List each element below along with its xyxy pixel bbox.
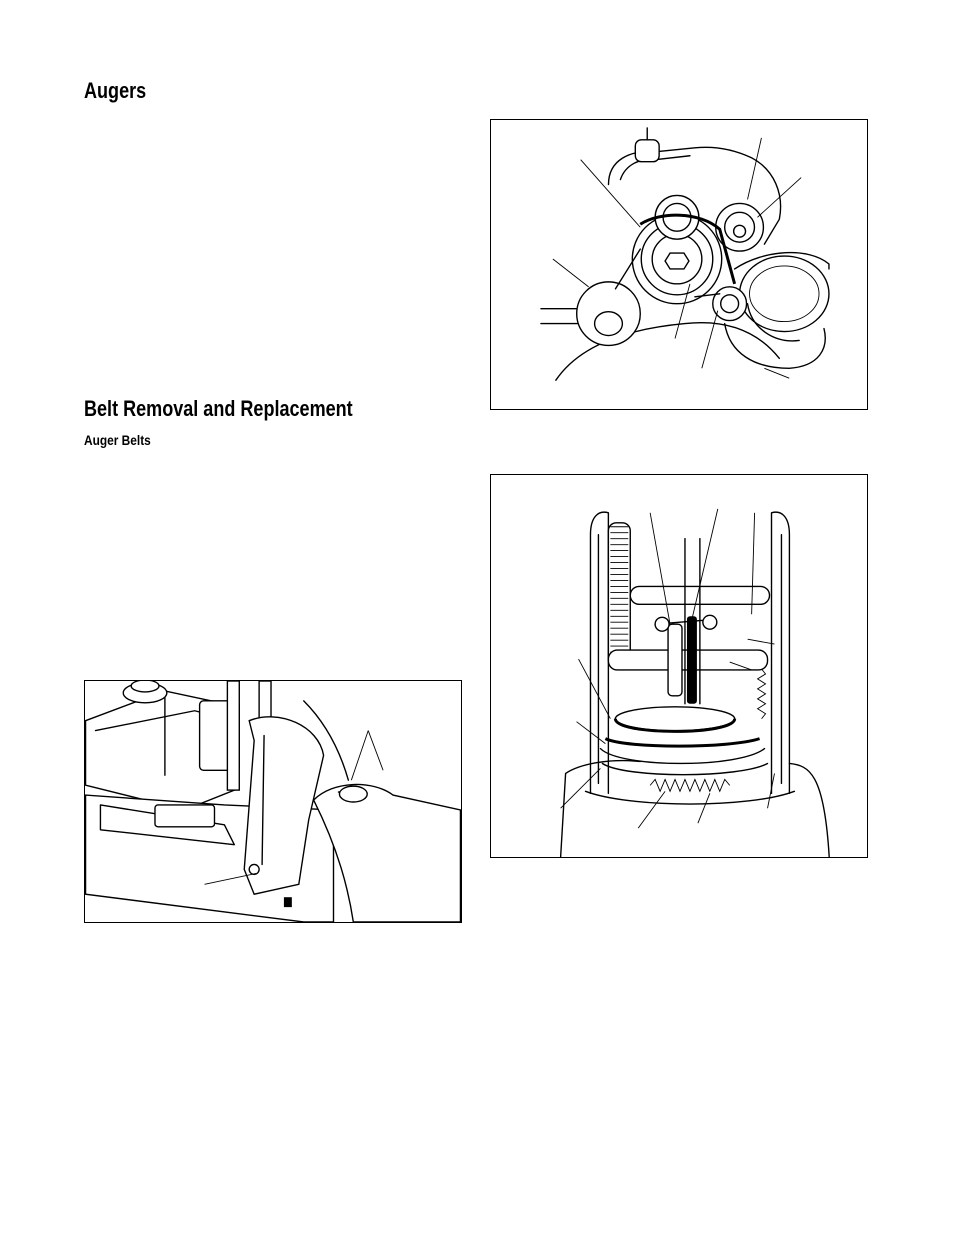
engine-belt-cover-illustration — [84, 680, 462, 923]
belt-removal-heading: Belt Removal and Replacement — [84, 396, 353, 421]
augers-heading: Augers — [84, 78, 147, 103]
pulley-belt-illustration — [490, 119, 868, 410]
auger-housing-illustration — [490, 474, 868, 858]
auger-belts-subheading: Auger Belts — [84, 432, 151, 448]
